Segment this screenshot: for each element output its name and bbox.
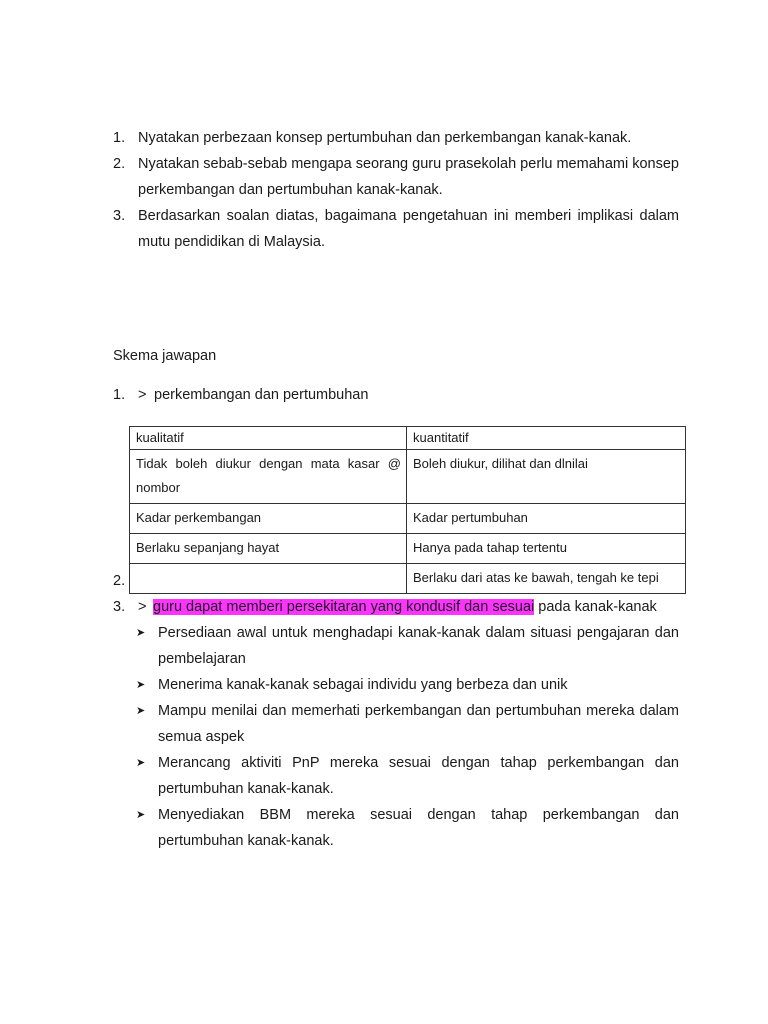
question-item [113,125,679,151]
list-item [136,620,679,672]
question-text: Nyatakan perbezaan konsep pertumbuhan dan perkembangan kanak-kanak. [138,130,632,146]
question-number: 2. [113,156,126,172]
table-row [130,564,686,594]
answer-marker: > [138,599,147,615]
arrow-bullet-icon: ➤ [136,757,146,769]
table-cell: Berlaku sepanjang hayat [130,534,407,564]
highlighted-text: guru dapat memberi persekitaran yang kondusif dan sesuai [153,599,535,615]
arrow-bullet-icon: ➤ [136,679,146,691]
list-item [136,672,679,698]
comparison-table [129,426,686,594]
bullet-text: Mampu menilai dan memerhati perkembangan dan pertumbuhan mereka dalam semua aspek [158,703,679,745]
question-list [113,125,679,255]
bullet-text: Menerima kanak-kanak sebagai individu yang berbeza dan unik [158,677,568,693]
answer-text: perkembangan dan pertumbuhan [154,387,369,403]
list-item [136,698,679,750]
arrow-bullet-icon: ➤ [136,627,146,639]
answer-2: 2. [113,573,126,589]
list-item [136,802,679,854]
bullet-list [136,620,679,854]
question-item [113,203,679,255]
answer-marker: > [138,387,147,403]
table-cell: Kadar pertumbuhan [407,504,686,534]
table-cell: Tidak boleh diukur dengan mata kasar @ nombor [130,450,407,504]
table-cell [130,564,407,594]
table-cell: Boleh diukur, dilihat dan dlnilai [407,450,686,504]
answer-3 [113,594,679,620]
table-cell: kualitatif [130,427,407,450]
question-text: Nyatakan sebab-sebab mengapa seorang guru prasekolah perlu memahami konsep perkembangan dan pertumbuhan kanak-kanak. [138,156,679,198]
answer-number: 1. [113,387,126,403]
answer-text [153,594,657,620]
question-text: Berdasarkan soalan diatas, bagaimana pengetahuan ini memberi implikasi dalam mutu pendidikan di Malaysia. [138,208,679,250]
bullet-text: Menyediakan BBM mereka sesuai dengan tahap perkembangan dan pertumbuhan kanak-kanak. [158,807,679,849]
arrow-bullet-icon: ➤ [136,705,146,717]
arrow-bullet-icon: ➤ [136,809,146,821]
answer-text-rest: pada kanak-kanak [534,599,657,615]
table-row [130,450,686,504]
question-number: 1. [113,130,126,146]
table-cell: Hanya pada tahap tertentu [407,534,686,564]
question-item [113,151,679,203]
question-number: 3. [113,208,126,224]
bullet-text: Persediaan awal untuk menghadapi kanak-kanak dalam situasi pengajaran dan pembelajaran [158,625,679,667]
table-cell: Kadar perkembangan [130,504,407,534]
table-cell: Berlaku dari atas ke bawah, tengah ke tepi [407,564,686,594]
answer-scheme-heading: Skema jawapan [113,348,217,364]
table-row [130,427,686,450]
bullet-text: Merancang aktiviti PnP mereka sesuai dengan tahap perkembangan dan pertumbuhan kanak-kanak. [158,755,679,797]
list-item [136,750,679,802]
table-row [130,534,686,564]
table-row [130,504,686,534]
answer-1 [113,382,368,408]
table-cell: kuantitatif [407,427,686,450]
answer-number: 3. [113,599,126,615]
